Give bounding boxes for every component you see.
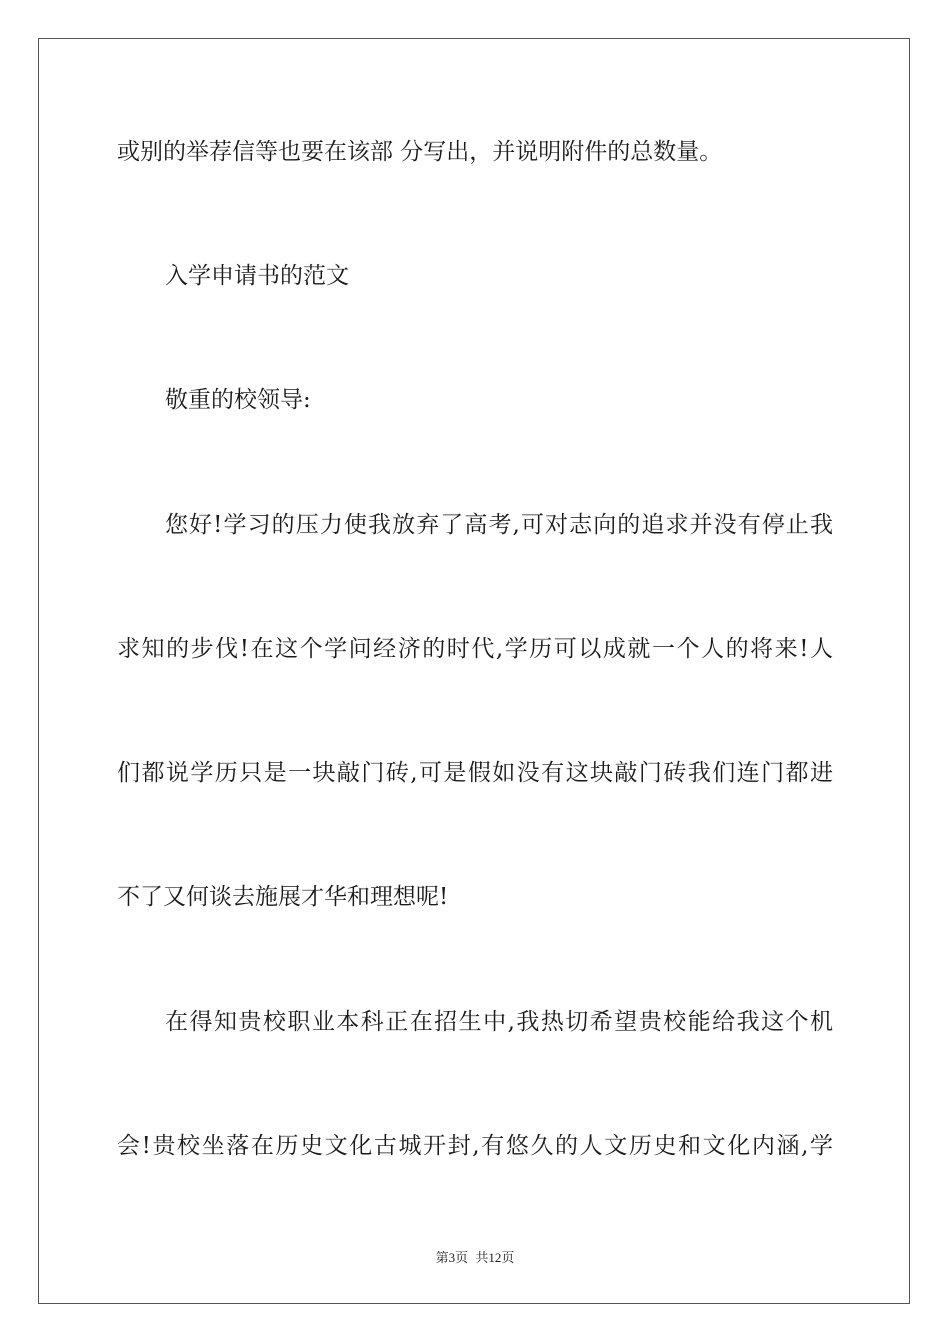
salutation: 敬重的校领导: [165, 387, 311, 413]
page-total: 共12页 [475, 1250, 515, 1265]
text-line-4: 您好!学习的压力使我放弃了高考,可对志向的追求并没有停止我 [165, 512, 833, 538]
text-line-9: 会!贵校坐落在历史文化古城开封,有悠久的人文历史和文化内涵,学 [117, 1133, 833, 1159]
text-line-8: 在得知贵校职业本科正在招生中,我热切希望贵校能给我这个机 [165, 1009, 833, 1035]
text-line-1: 或别的举荐信等也要在该部 分写出，并说明附件的总数量。 [117, 139, 723, 165]
page-footer [0, 1247, 950, 1266]
page-number: 第3页 [435, 1250, 469, 1265]
section-heading: 入学申请书的范文 [165, 263, 349, 289]
text-line-7: 不了又何谈去施展才华和理想呢! [117, 884, 449, 910]
text-line-6: 们都说学历只是一块敲门砖,可是假如没有这块敲门砖我们连门都进 [117, 760, 833, 786]
page-border [38, 38, 910, 1304]
text-line-5: 求知的步伐!在这个学问经济的时代,学历可以成就一个人的将来!人 [117, 636, 833, 662]
